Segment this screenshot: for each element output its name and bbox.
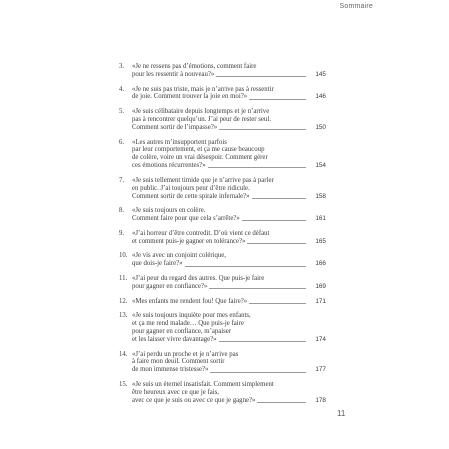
entry-title-line: «Je suis un éternel insatisfait. Comment simplement bbox=[132, 381, 274, 388]
entry-title-line: et ça me rend malade… Que puis-je faire bbox=[132, 320, 244, 328]
entry-title-line: «Mes enfants me rendent fou! Que faire?» bbox=[132, 297, 248, 305]
entry-title-line: «Je ne suis pas triste, mais je n’arrive pas à ressentir bbox=[132, 85, 274, 93]
entry-page-number: 146 bbox=[315, 93, 326, 101]
leader-line bbox=[216, 76, 306, 77]
entry-title-last-line bbox=[132, 283, 308, 291]
entry-page-number: 177 bbox=[315, 366, 326, 374]
entry-title-last-line bbox=[132, 71, 308, 79]
entry-title bbox=[132, 275, 326, 291]
entry-title bbox=[132, 63, 326, 79]
entry-title-line: avec ce que je suis ou avec ce que je gagne?» bbox=[132, 396, 256, 404]
entry-page-number: 174 bbox=[315, 335, 326, 343]
entry-page-number: 166 bbox=[315, 260, 326, 268]
entry-title-line: de colère, voire un vrai désespoir. Comment gérer bbox=[132, 154, 268, 162]
entry-title-line: que dois-je faire?» bbox=[132, 260, 183, 268]
entry-number: 5. bbox=[119, 108, 125, 116]
entry-title bbox=[132, 177, 326, 201]
entry-title-last-line bbox=[132, 215, 308, 223]
entry-title bbox=[132, 298, 326, 306]
entry-title-last-line bbox=[132, 193, 308, 201]
entry-title-line: et comment puis-je gagner en tolérance?» bbox=[132, 237, 246, 245]
entry-title-line: «J’ai horreur d’être contredit. D’où vient ce défaut bbox=[132, 229, 270, 237]
entry-number: 12. bbox=[119, 297, 128, 305]
entry-title-line: «Je suis célibataire depuis longtemps et je n’arrive bbox=[132, 108, 270, 116]
entry-title-line: en public. J’ai toujours peur d’être ridicule. bbox=[132, 184, 250, 192]
entry-title-line: «Je vis avec un conjoint colérique, bbox=[132, 252, 226, 260]
entry-title-line: et les laisser vivre davantage?» bbox=[132, 335, 217, 343]
entry-title-line: «Je suis tellement timide que je n’arrive pas à parler bbox=[132, 176, 274, 184]
entry-number: 4. bbox=[119, 85, 125, 93]
toc-entry bbox=[119, 207, 326, 223]
entry-title-last-line bbox=[132, 366, 308, 374]
entry-title-last-line bbox=[132, 238, 308, 246]
entry-title-line: «J’ai peur du regard des autres. Que puis-je faire bbox=[132, 275, 265, 282]
entry-number: 7. bbox=[119, 176, 125, 184]
entry-page-number: 161 bbox=[315, 215, 326, 223]
entry-page-number: 165 bbox=[315, 237, 326, 245]
section-title: Sommaire bbox=[339, 3, 373, 10]
entry-title-last-line bbox=[132, 260, 308, 268]
entry-title bbox=[132, 381, 326, 405]
entry-title-line: de mon immense tristesse?» bbox=[132, 366, 209, 374]
entry-title bbox=[132, 139, 326, 170]
entry-title-line: «J’ai perdu un proche et je n’arrive pas bbox=[132, 350, 239, 358]
entry-number: 6. bbox=[119, 138, 125, 146]
toc-entry bbox=[119, 86, 326, 102]
entry-page-number: 158 bbox=[315, 192, 326, 200]
leader-line bbox=[185, 266, 306, 267]
entry-title bbox=[132, 312, 326, 343]
entry-title-line: pas à rencontrer quelqu’un. J’ai peur de rester seul. bbox=[132, 116, 271, 123]
entry-title-line: pour gagner en confiance, m’apaiser bbox=[132, 328, 232, 335]
entry-title-line: ces émotions récurrentes?» bbox=[132, 162, 206, 170]
leader-line bbox=[242, 220, 306, 221]
entry-title-line: à faire mon deuil. Comment sortir bbox=[132, 358, 225, 366]
entry-title-last-line bbox=[132, 397, 308, 405]
leader-line bbox=[247, 243, 306, 244]
entry-title-last-line bbox=[132, 124, 308, 132]
leader-line bbox=[249, 99, 306, 100]
entry-title-line: «Je suis toujours inquiète pour mes enfants, bbox=[132, 312, 251, 320]
entry-page-number: 171 bbox=[315, 297, 326, 305]
leader-line bbox=[209, 288, 306, 289]
entry-title-last-line bbox=[132, 93, 308, 101]
entry-title-line: Comment sortir de l’impasse?» bbox=[132, 123, 218, 131]
entry-title bbox=[132, 351, 326, 375]
entry-title-line: être heureux avec ce que je fais, bbox=[132, 388, 219, 396]
entry-title bbox=[132, 230, 326, 246]
entry-page-number: 145 bbox=[315, 70, 326, 78]
entry-title bbox=[132, 252, 326, 268]
toc-entry bbox=[119, 381, 326, 405]
entry-number: 9. bbox=[119, 229, 125, 237]
entry-page-number: 169 bbox=[315, 282, 326, 290]
entry-page-number: 178 bbox=[315, 396, 326, 404]
entry-title-last-line bbox=[132, 162, 308, 170]
entry-number: 8. bbox=[119, 207, 125, 215]
leader-line bbox=[219, 129, 306, 130]
page-folio: 11 bbox=[337, 409, 346, 418]
entry-title-line: Comment sortir de cette spirale infernale?» bbox=[132, 192, 250, 200]
running-header bbox=[0, 0, 449, 14]
toc-entry bbox=[119, 252, 326, 268]
entry-page-number: 154 bbox=[315, 162, 326, 170]
entry-number: 10. bbox=[119, 252, 128, 260]
entry-title bbox=[132, 108, 326, 132]
toc-entry bbox=[119, 230, 326, 246]
entry-page-number: 150 bbox=[315, 123, 326, 131]
leader-line bbox=[249, 303, 306, 304]
leader-line bbox=[252, 198, 306, 199]
leader-line bbox=[219, 341, 306, 342]
leader-line bbox=[208, 167, 306, 168]
entry-title bbox=[132, 207, 326, 223]
entry-title-last-line bbox=[132, 336, 308, 344]
toc-entry bbox=[119, 177, 326, 201]
leader-line bbox=[257, 402, 306, 403]
entry-title-line: pour gagner en confiance?» bbox=[132, 282, 208, 290]
table-of-contents bbox=[119, 63, 326, 411]
entry-title-line: Comment faire pour que cela s’arrête?» bbox=[132, 215, 240, 223]
entry-number: 11. bbox=[119, 275, 128, 282]
toc-entry bbox=[119, 139, 326, 170]
entry-title-line: pour les ressentir à nouveau?» bbox=[132, 70, 215, 78]
entry-title-last-line bbox=[132, 298, 308, 306]
leader-line bbox=[210, 372, 306, 373]
entry-number: 13. bbox=[119, 312, 128, 320]
entry-title-line: «Les autres m’insupportent parfois bbox=[132, 138, 227, 146]
entry-title-line: par leur comportement, et ça me cause beaucoup bbox=[132, 146, 265, 154]
toc-entry bbox=[119, 351, 326, 375]
entry-title-line: «Je ne ressens pas d’émotions, comment faire bbox=[132, 63, 257, 70]
toc-entry bbox=[119, 298, 326, 306]
toc-entry bbox=[119, 275, 326, 291]
toc-entry bbox=[119, 312, 326, 343]
entry-title bbox=[132, 86, 326, 102]
entry-number: 15. bbox=[119, 381, 128, 388]
entry-number: 3. bbox=[119, 63, 125, 70]
toc-entry bbox=[119, 108, 326, 132]
entry-title-line: de joie. Comment trouver la joie en moi?» bbox=[132, 93, 248, 101]
entry-number: 14. bbox=[119, 350, 128, 358]
toc-entry bbox=[119, 63, 326, 79]
entry-title-line: «Je suis toujours en colère. bbox=[132, 207, 206, 215]
